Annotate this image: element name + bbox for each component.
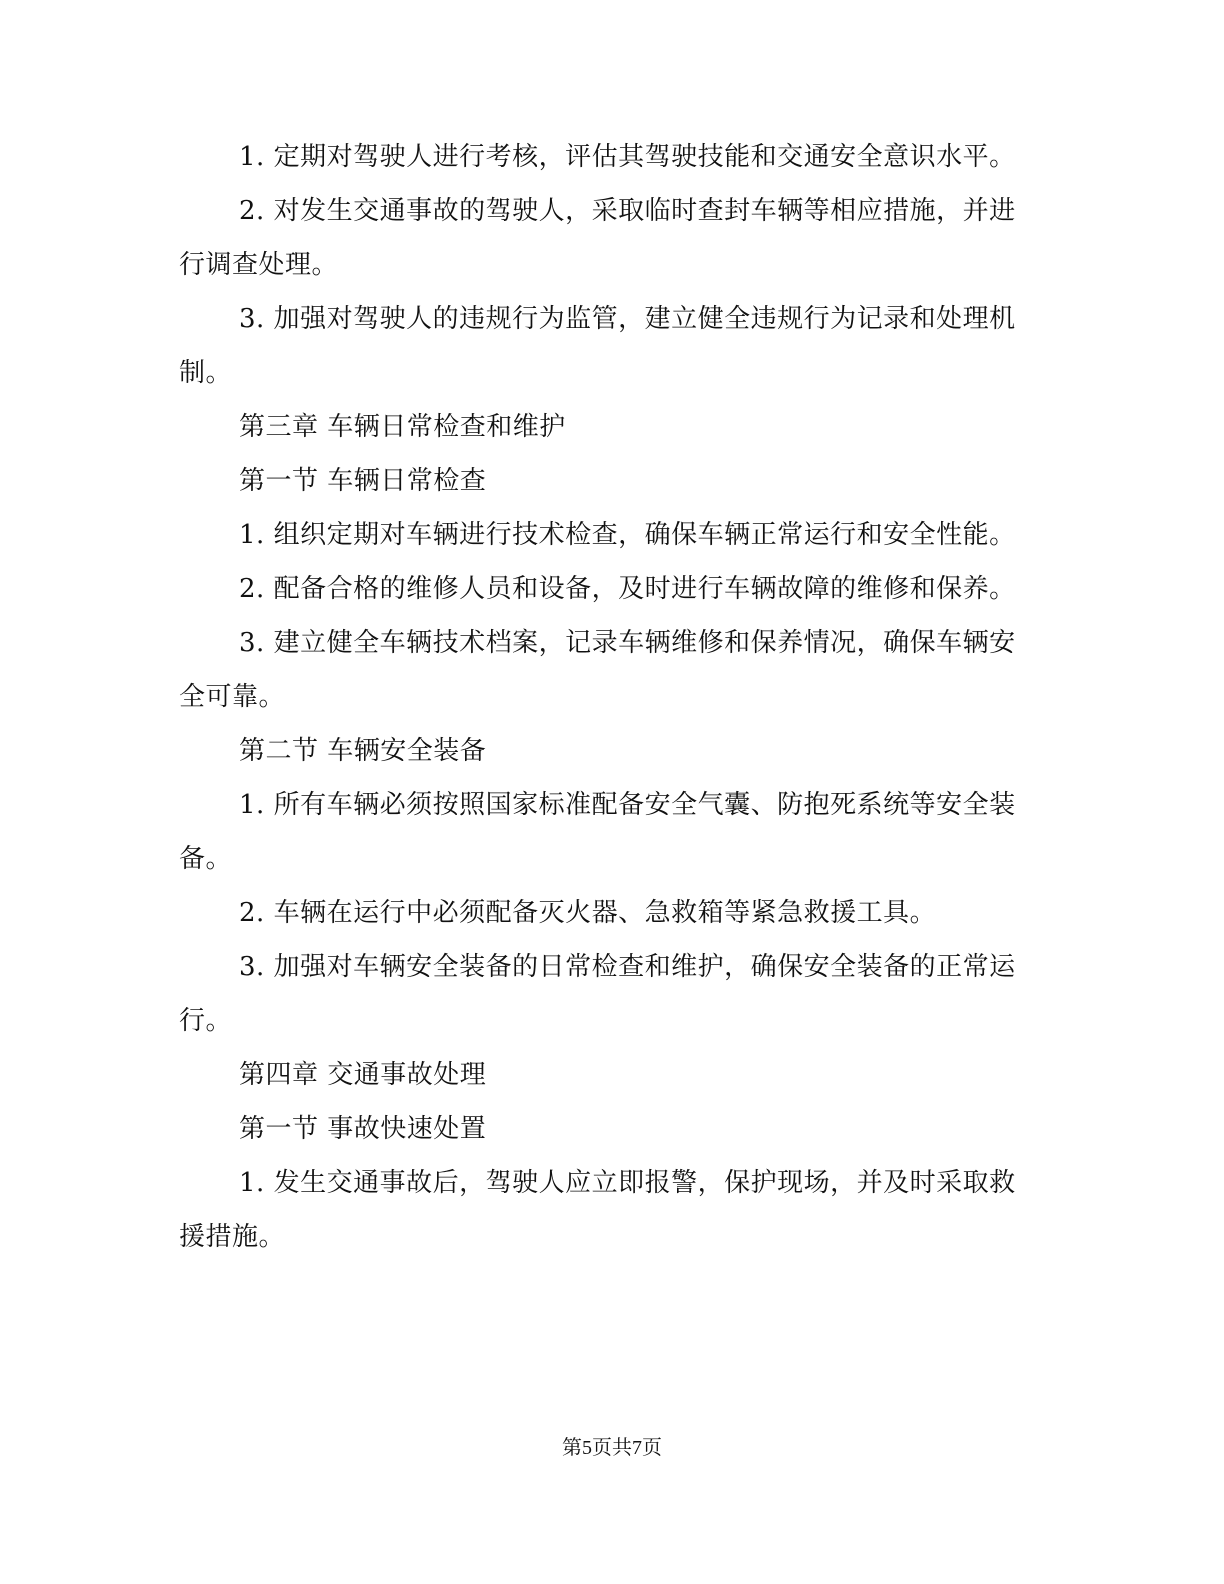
paragraph: 1. 所有车辆必须按照国家标准配备安全气囊、防抱死系统等安全装备。 — [179, 790, 1016, 874]
paragraph: 1. 组织定期对车辆进行技术检查，确保车辆正常运行和安全性能。 — [239, 520, 1016, 550]
paragraph: 1. 发生交通事故后，驾驶人应立即报警，保护现场，并及时采取救援措施。 — [179, 1168, 1016, 1252]
document-body — [179, 130, 1031, 1264]
paragraph: 2. 配备合格的维修人员和设备，及时进行车辆故障的维修和保养。 — [239, 574, 1016, 604]
chapter-heading: 第四章 交通事故处理 — [239, 1060, 487, 1090]
section-heading: 第一节 事故快速处置 — [239, 1114, 487, 1144]
section-heading: 第一节 车辆日常检查 — [239, 466, 487, 496]
chapter-heading: 第三章 车辆日常检查和维护 — [239, 412, 566, 442]
paragraph: 1. 定期对驾驶人进行考核，评估其驾驶技能和交通安全意识水平。 — [239, 142, 1016, 172]
paragraph: 3. 建立健全车辆技术档案，记录车辆维修和保养情况，确保车辆安全可靠。 — [179, 628, 1016, 712]
paragraph: 2. 车辆在运行中必须配备灭火器、急救箱等紧急救援工具。 — [239, 898, 937, 928]
paragraph: 3. 加强对车辆安全装备的日常检查和维护，确保安全装备的正常运行。 — [179, 952, 1016, 1036]
paragraph: 3. 加强对驾驶人的违规行为监管，建立健全违规行为记录和处理机制。 — [179, 304, 1016, 388]
page-number-footer: 第5页共7页 — [562, 1437, 662, 1459]
paragraph: 2. 对发生交通事故的驾驶人，采取临时查封车辆等相应措施，并进行调查处理。 — [179, 196, 1016, 280]
section-heading: 第二节 车辆安全装备 — [239, 736, 487, 766]
